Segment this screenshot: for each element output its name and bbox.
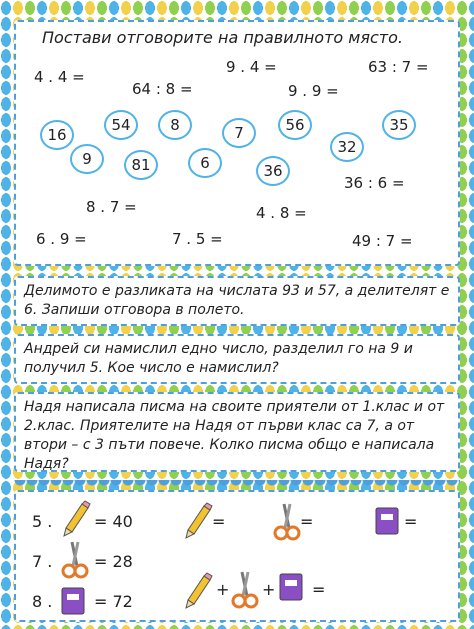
scissors-icon (272, 502, 302, 542)
answer-circle[interactable]: 54 (104, 110, 138, 140)
task3-panel (14, 334, 460, 384)
book-icon (278, 572, 304, 602)
task1-panel (14, 20, 460, 266)
answer-circle[interactable]: 35 (382, 110, 416, 140)
equals-sign: = (312, 580, 326, 599)
task4-panel (14, 392, 460, 472)
task5-panel (14, 490, 460, 622)
expression: 4 . 4 = (34, 68, 85, 86)
equation-1-left: 5 . (32, 512, 53, 531)
expression: 4 . 8 = (256, 204, 307, 222)
answer-circle[interactable]: 9 (70, 144, 104, 174)
expression: 7 . 5 = (172, 230, 223, 248)
expression: 8 . 7 = (86, 198, 137, 216)
equation-1-right: = 40 (94, 512, 133, 531)
pencil-icon (60, 498, 92, 538)
answer-circle[interactable]: 8 (158, 110, 192, 140)
pencil-icon (182, 500, 214, 540)
equals-sign: = (300, 512, 314, 531)
plus-sign: + (216, 580, 230, 599)
task4-text: Надя написала писма на своите приятели от 1.клас и от 2.клас. Приятелите на Надя от първи клас са 7, а от втори – с 3 пъти повече. Колко писма общо е написала Надя? (24, 399, 445, 472)
expression: 6 . 9 = (36, 230, 87, 248)
answer-circle[interactable]: 6 (188, 148, 222, 178)
answer-circle[interactable]: 56 (278, 110, 312, 140)
book-icon (60, 586, 86, 616)
book-icon (374, 506, 400, 536)
scissors-icon (230, 570, 260, 610)
answer-circle[interactable]: 16 (40, 120, 74, 150)
answer-circle[interactable]: 81 (124, 150, 158, 180)
equals-sign: = (212, 512, 226, 531)
scissors-icon (60, 540, 90, 580)
pencil-icon (182, 570, 214, 610)
task2-panel (14, 276, 460, 326)
equation-3-right: = 72 (94, 592, 133, 611)
answer-circle[interactable]: 32 (330, 132, 364, 162)
expression: 9 . 4 = (226, 58, 277, 76)
expression: 49 : 7 = (352, 232, 413, 250)
task3-text: Андрей си намислил едно число, разделил го на 9 и получил 5. Кое число е намислил? (24, 341, 413, 376)
task1-title: Постави отговорите на правилното място. (42, 28, 403, 47)
equals-sign: = (404, 512, 418, 531)
expression: 63 : 7 = (368, 58, 429, 76)
expression: 36 : 6 = (344, 174, 405, 192)
equation-3-left: 8 . (32, 592, 53, 611)
expression: 9 . 9 = (288, 82, 339, 100)
answer-circle[interactable]: 36 (256, 156, 290, 186)
equation-2-left: 7 . (32, 552, 53, 571)
answer-circle[interactable]: 7 (222, 118, 256, 148)
expression: 64 : 8 = (132, 80, 193, 98)
equation-2-right: = 28 (94, 552, 133, 571)
task2-text: Делимото е разликата на числата 93 и 57, а делителят е 6. Запиши отговора в полето. (24, 283, 450, 318)
plus-sign: + (262, 580, 276, 599)
